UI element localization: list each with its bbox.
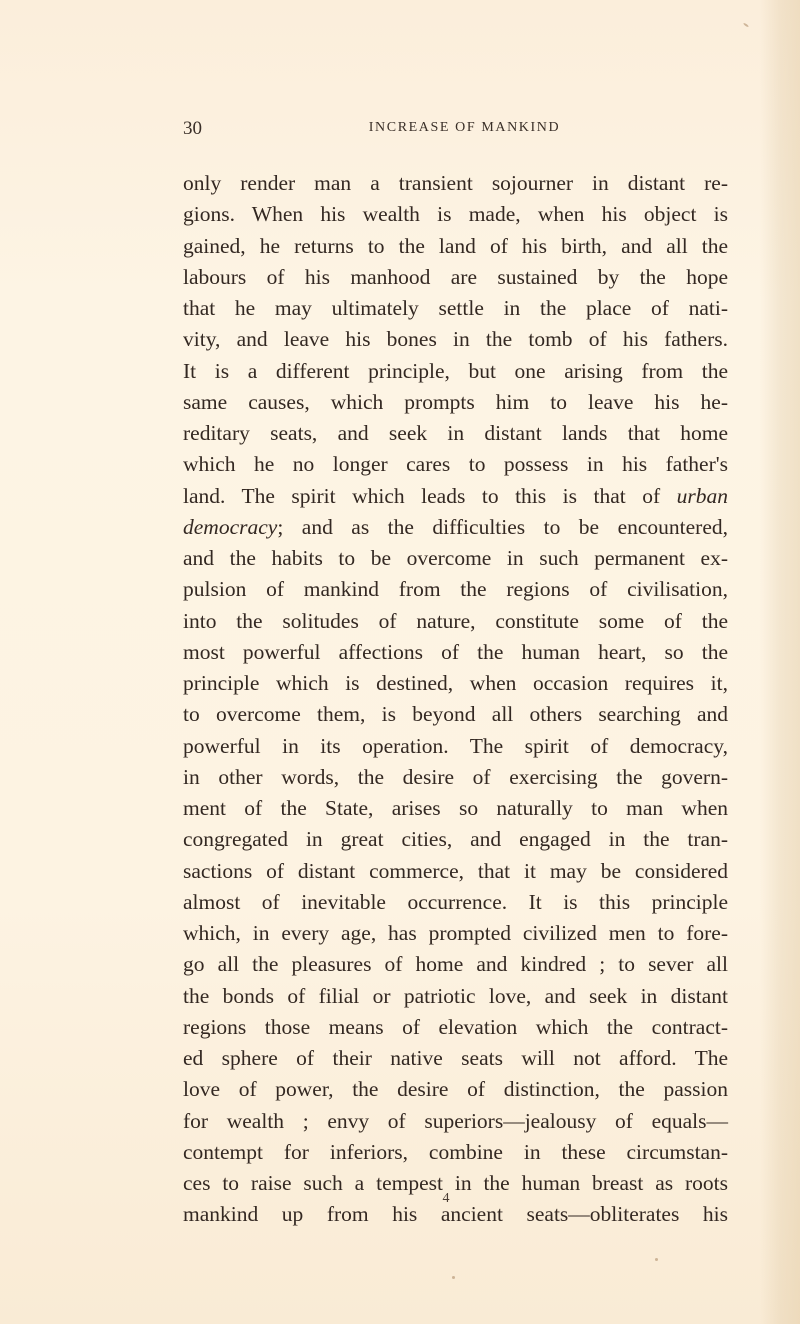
- text-line: almost of inevitable occurrence. It is this principle: [183, 889, 728, 914]
- text-line: only render man a transient sojourner in distant re-: [183, 171, 728, 195]
- italic-term: urban: [676, 483, 728, 508]
- signature-mark: 4: [442, 1191, 450, 1206]
- text-line: into the solitudes of nature, constitute some of the: [183, 608, 728, 633]
- text-line: pulsion of mankind from the regions of civilisation,: [183, 577, 728, 602]
- text-line: love of power, the desire of distinction, the passion: [183, 1077, 728, 1102]
- text-line: gions. When his wealth is made, when his object is: [183, 202, 728, 227]
- page-header: [183, 118, 728, 142]
- text-line: same causes, which prompts him to leave his he-: [183, 389, 728, 414]
- text-line: which, in every age, has prompted civilized men to fore-: [183, 921, 728, 945]
- text-line: principle which is destined, when occasion requires it,: [183, 671, 728, 695]
- text-line: vity, and leave his bones in the tomb of his fathers.: [183, 327, 728, 352]
- text-line: congregated in great cities, and engaged in the tran-: [183, 827, 728, 852]
- text-line: ment of the State, arises so naturally to man when: [183, 796, 728, 820]
- body-text: [183, 168, 728, 1231]
- text-run: land. The spirit which leads to this is that of: [183, 483, 661, 508]
- text-line: It is a different principle, but one arising from the: [183, 358, 728, 383]
- text-run: ; and as the difficulties to be encountered,: [277, 514, 728, 539]
- text-line: [183, 512, 728, 543]
- paper-speck: [743, 22, 749, 27]
- text-line: go all the pleasures of home and kindred ; to sever all: [183, 952, 728, 977]
- running-head: INCREASE OF MANKIND: [368, 120, 561, 135]
- text-line: regions those means of elevation which the contract-: [183, 1014, 728, 1039]
- text-line: sactions of distant commerce, that it may be considered: [183, 858, 728, 883]
- text-line: ces to raise such a tempest in the human breast as roots: [183, 1171, 728, 1195]
- paper-speck: [655, 1258, 658, 1261]
- text-line: that he may ultimately settle in the place of nati-: [183, 296, 728, 320]
- page-number: 30: [183, 118, 202, 139]
- text-line: powerful in its operation. The spirit of democracy,: [183, 733, 728, 758]
- text-line: reditary seats, and seek in distant lands that home: [183, 421, 728, 445]
- text-line: which he no longer cares to possess in his father's: [183, 452, 728, 477]
- text-line: the bonds of filial or patriotic love, and seek in distant: [183, 983, 728, 1008]
- text-line: for wealth ; envy of superiors—jealousy of equals—: [183, 1108, 728, 1133]
- text-line: labours of his manhood are sustained by the hope: [183, 264, 728, 289]
- text-line: to overcome them, is beyond all others searching and: [183, 702, 728, 727]
- text-line: most powerful affections of the human heart, so the: [183, 639, 728, 664]
- text-line: [183, 481, 728, 512]
- text-line: in other words, the desire of exercising the govern-: [183, 764, 728, 789]
- paper-speck: [452, 1276, 455, 1279]
- text-line: contempt for inferiors, combine in these circumstan-: [183, 1139, 728, 1164]
- text-line: ed sphere of their native seats will not afford. The: [183, 1046, 728, 1070]
- italic-term: democracy: [183, 514, 278, 539]
- text-line: mankind up from his ancient seats—obliterates his: [183, 1202, 728, 1227]
- text-line: gained, he returns to the land of his birth, and all the: [183, 233, 728, 258]
- text-line: and the habits to be overcome in such permanent ex-: [183, 546, 728, 570]
